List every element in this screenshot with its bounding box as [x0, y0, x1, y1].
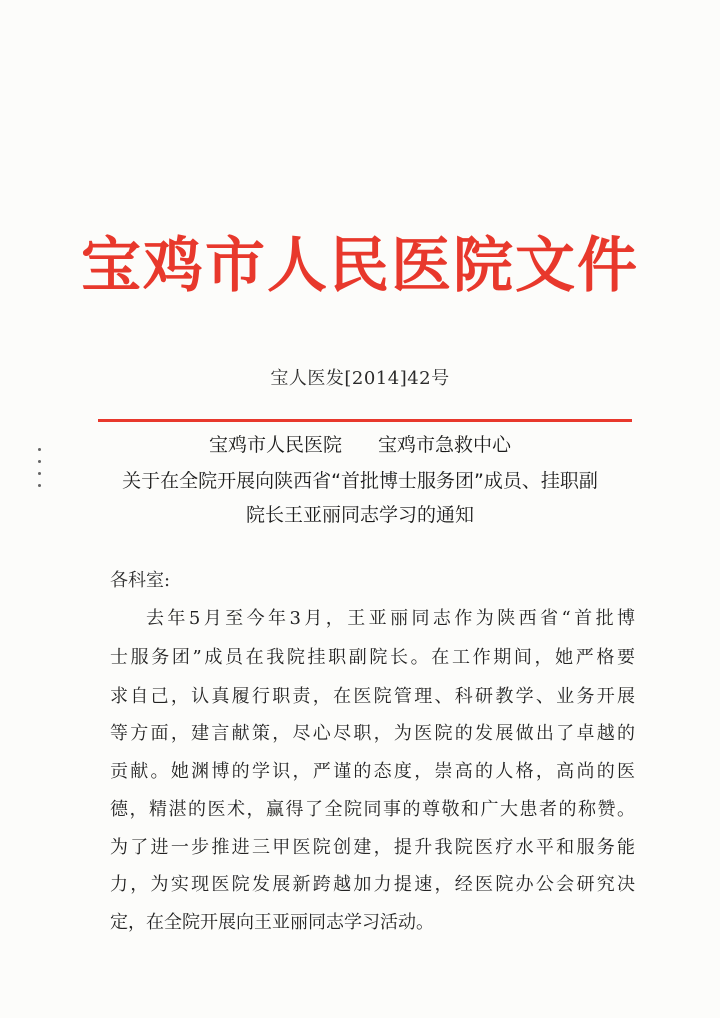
body-line: 去年5月至今年3月，王亚丽同志作为陕西省“首批博 [146, 608, 635, 629]
body-line: 士服务团”成员在我院挂职副院长。在工作期间，她严格要 [110, 647, 635, 668]
issuer-1: 宝鸡市人民医院 [208, 434, 342, 456]
body-line: 定，在全院开展向王亚丽同志学习活动。 [110, 912, 434, 933]
salutation: 各科室: [110, 570, 171, 591]
body-line: 求自己，认真履行职责，在医院管理、科研教学、业务开展 [110, 686, 635, 707]
body-line: 等方面，建言献策，尽心尽职，为医院的发展做出了卓越的 [110, 723, 635, 744]
issuer-2: 宝鸡市急救中心 [378, 434, 512, 456]
issuers-line [0, 430, 720, 457]
binding-hole [38, 460, 41, 463]
notice-heading-line-2: 关于在全院开展向陕西省“首批博士服务团”成员、挂职副 [122, 470, 598, 492]
body-line: 为了进一步推进三甲医院创建，提升我院医疗水平和服务能 [110, 837, 635, 858]
body-line: 德，精湛的医术，赢得了全院同事的尊敬和广大患者的称赞。 [110, 799, 635, 820]
document-number: 宝人医发[2014]42号 [270, 368, 450, 389]
body-line: 贡献。她渊博的学识，严谨的态度，崇高的人格，高尚的医 [110, 761, 635, 782]
notice-heading-line-3: 院长王亚丽同志学习的通知 [245, 504, 474, 526]
body-line: 力，为实现医院发展新跨越加力提速，经医院办公会研究决 [110, 874, 635, 895]
document-title: 宝鸡市人民医院文件 [81, 231, 639, 301]
red-divider-line [98, 419, 632, 422]
